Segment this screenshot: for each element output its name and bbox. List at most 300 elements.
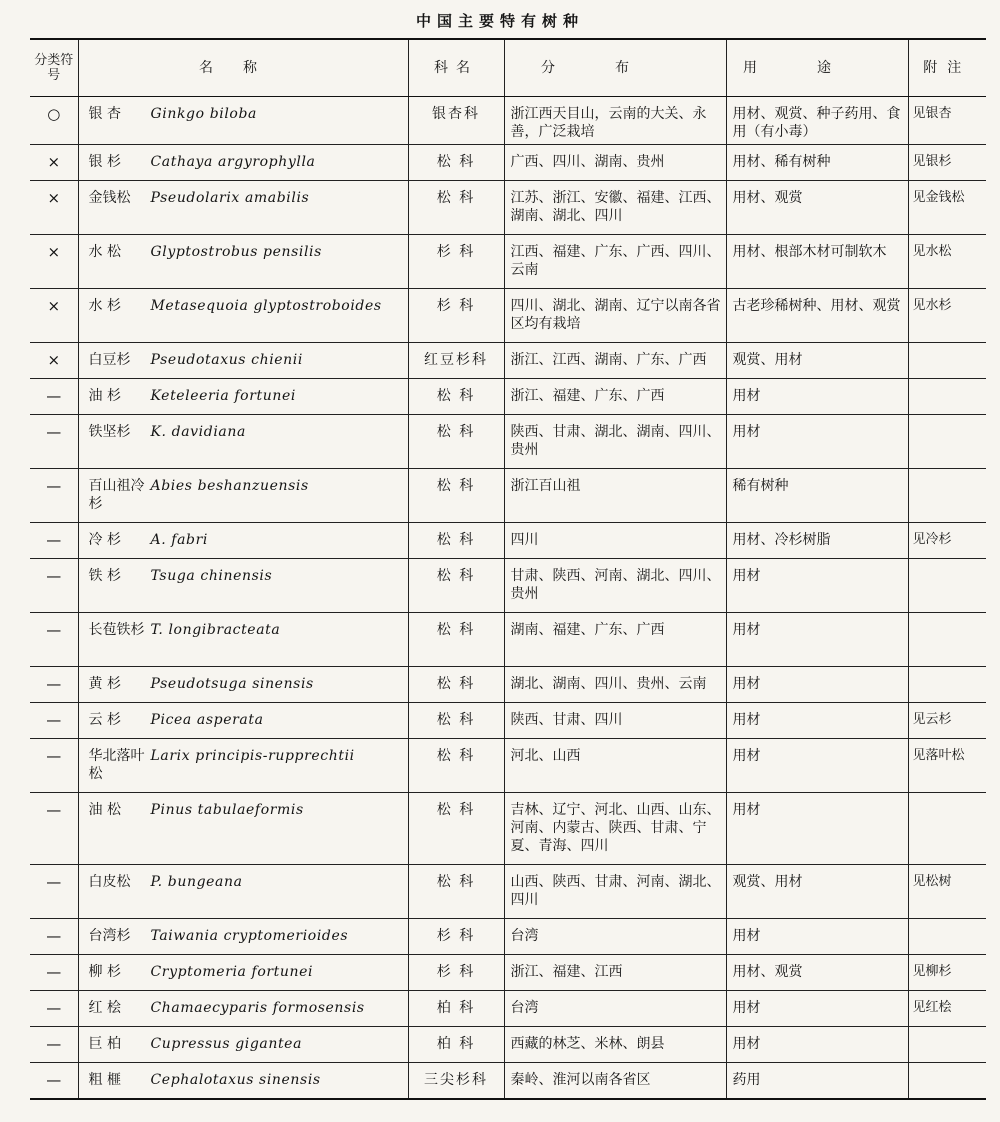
- cell-code: [30, 919, 78, 955]
- cell-distribution: [504, 559, 726, 613]
- cell-note: [908, 469, 986, 523]
- cell-use: [726, 793, 908, 865]
- code-symbol: —: [46, 477, 62, 495]
- cell-use: [726, 469, 908, 523]
- cell-note: [908, 145, 986, 181]
- cell-name: [78, 613, 408, 667]
- cell-code: [30, 1063, 78, 1099]
- note-text: 见松树: [912, 874, 952, 889]
- table-row: [30, 955, 986, 991]
- cell-use: [726, 1063, 908, 1099]
- chinese-name: 白皮松: [88, 874, 131, 890]
- cell-family: [408, 703, 504, 739]
- chinese-name: 粗 榧: [88, 1072, 121, 1088]
- header-use: [726, 39, 908, 97]
- cell-note: [908, 559, 986, 613]
- use-text: 用材、观赏: [732, 190, 803, 206]
- cell-note: [908, 865, 986, 919]
- cell-name: [78, 955, 408, 991]
- cell-family: [408, 991, 504, 1027]
- table-row: [30, 919, 986, 955]
- code-symbol: —: [46, 711, 62, 729]
- chinese-name: 铁 杉: [88, 568, 121, 584]
- cell-family: [408, 955, 504, 991]
- family-name: 松 科: [436, 154, 476, 170]
- chinese-name: 银 杉: [88, 154, 121, 170]
- cell-code: [30, 703, 78, 739]
- cell-distribution: [504, 991, 726, 1027]
- latin-name: Tsuga chinensis: [150, 568, 273, 584]
- cell-distribution: [504, 145, 726, 181]
- distribution-text: 台湾: [510, 1000, 539, 1016]
- distribution-text: 湖南、福建、广东、广西: [510, 622, 665, 638]
- use-text: 用材: [732, 676, 761, 692]
- family-name: 松 科: [436, 388, 476, 404]
- cell-name: [78, 235, 408, 289]
- distribution-text: 秦岭、淮河以南各省区: [510, 1072, 651, 1088]
- cell-name: [78, 559, 408, 613]
- cell-distribution: [504, 613, 726, 667]
- chinese-name: 白豆杉: [88, 352, 131, 368]
- code-symbol: —: [46, 387, 62, 405]
- distribution-text: 台湾: [510, 928, 539, 944]
- chinese-name: 柳 杉: [88, 964, 121, 980]
- cell-distribution: [504, 97, 726, 145]
- page-title: 中国主要特有树种: [415, 12, 584, 30]
- code-symbol: —: [46, 873, 62, 891]
- cell-code: [30, 739, 78, 793]
- family-name: 松 科: [436, 676, 476, 692]
- distribution-text: 浙江百山祖: [510, 478, 581, 494]
- cell-use: [726, 955, 908, 991]
- chinese-name: 金钱松: [88, 190, 131, 206]
- note-text: 见银杏: [912, 106, 952, 121]
- use-text: 用材、观赏: [732, 964, 803, 980]
- chinese-name: 油 松: [88, 802, 121, 818]
- header-use-label: 用途: [743, 60, 891, 76]
- cell-note: [908, 379, 986, 415]
- table-row: [30, 613, 986, 667]
- chinese-name: 油 杉: [88, 388, 121, 404]
- cell-use: [726, 289, 908, 343]
- code-symbol: —: [46, 999, 62, 1017]
- use-text: 药用: [732, 1072, 761, 1088]
- distribution-text: 陕西、甘肃、湖北、湖南、四川、贵州: [510, 424, 721, 458]
- cell-note: [908, 793, 986, 865]
- cell-note: [908, 667, 986, 703]
- family-name: 松 科: [436, 874, 476, 890]
- chinese-name: 铁坚杉: [88, 424, 131, 440]
- cell-name: [78, 1063, 408, 1099]
- cell-code: [30, 379, 78, 415]
- cell-family: [408, 235, 504, 289]
- cell-code: [30, 523, 78, 559]
- cell-code: [30, 289, 78, 343]
- cell-distribution: [504, 955, 726, 991]
- cell-name: [78, 181, 408, 235]
- latin-name: Abies beshanzuensis: [150, 478, 309, 494]
- note-text: 见冷杉: [912, 532, 952, 547]
- use-text: 用材: [732, 622, 761, 638]
- family-name: 松 科: [436, 190, 476, 206]
- family-name: 红豆杉科: [424, 352, 488, 368]
- table-row: [30, 379, 986, 415]
- header-distribution-label: 分布: [541, 60, 689, 76]
- use-text: 稀有树种: [732, 478, 789, 494]
- distribution-text: 四川: [510, 532, 539, 548]
- latin-name: Metasequoia glyptostroboides: [150, 298, 382, 314]
- chinese-name: 银 杏: [88, 106, 121, 122]
- species-table: [30, 38, 986, 1100]
- latin-name: Cathaya argyrophylla: [150, 154, 316, 170]
- code-symbol: —: [46, 423, 62, 441]
- cell-distribution: [504, 469, 726, 523]
- family-name: 松 科: [436, 424, 476, 440]
- use-text: 观赏、用材: [732, 874, 803, 890]
- latin-name: K. davidiana: [150, 424, 246, 440]
- cell-family: [408, 559, 504, 613]
- cell-note: [908, 1027, 986, 1063]
- latin-name: Picea asperata: [150, 712, 264, 728]
- distribution-text: 广西、四川、湖南、贵州: [510, 154, 665, 170]
- table-row: [30, 865, 986, 919]
- cell-note: [908, 991, 986, 1027]
- cell-code: [30, 235, 78, 289]
- cell-code: [30, 667, 78, 703]
- distribution-text: 浙江西天目山，云南的大关、永善，广泛栽培: [510, 106, 707, 140]
- table-row: [30, 343, 986, 379]
- chinese-name: 百山祖冷杉: [88, 478, 145, 512]
- cell-note: [908, 289, 986, 343]
- distribution-text: 江苏、浙江、安徽、福建、江西、湖南、湖北、四川: [510, 190, 721, 224]
- table-row: [30, 1027, 986, 1063]
- cell-name: [78, 379, 408, 415]
- cell-note: [908, 181, 986, 235]
- cell-code: [30, 559, 78, 613]
- cell-name: [78, 145, 408, 181]
- cell-name: [78, 739, 408, 793]
- cell-note: [908, 739, 986, 793]
- use-text: 用材: [732, 928, 761, 944]
- note-text: 见金钱松: [912, 190, 965, 205]
- chinese-name: 台湾杉: [88, 928, 131, 944]
- note-text: 见云杉: [912, 712, 952, 727]
- latin-name: Cephalotaxus sinensis: [150, 1072, 321, 1088]
- distribution-text: 江西、福建、广东、广西、四川、云南: [510, 244, 721, 278]
- table-row: [30, 181, 986, 235]
- distribution-text: 陕西、甘肃、四川: [510, 712, 623, 728]
- cell-distribution: [504, 1027, 726, 1063]
- cell-name: [78, 865, 408, 919]
- note-text: 见柳杉: [912, 964, 952, 979]
- code-symbol: —: [46, 963, 62, 981]
- family-name: 松 科: [436, 622, 476, 638]
- chinese-name: 云 杉: [88, 712, 121, 728]
- cell-use: [726, 343, 908, 379]
- cell-use: [726, 523, 908, 559]
- cell-family: [408, 415, 504, 469]
- cell-distribution: [504, 379, 726, 415]
- cell-code: [30, 613, 78, 667]
- cell-code: [30, 415, 78, 469]
- cell-code: [30, 865, 78, 919]
- cell-distribution: [504, 523, 726, 559]
- cell-family: [408, 919, 504, 955]
- family-name: 三尖杉科: [424, 1072, 488, 1088]
- code-symbol: —: [46, 1035, 62, 1053]
- cell-name: [78, 289, 408, 343]
- cell-name: [78, 991, 408, 1027]
- cell-note: [908, 235, 986, 289]
- latin-name: P. bungeana: [150, 874, 243, 890]
- cell-name: [78, 343, 408, 379]
- chinese-name: 巨 柏: [88, 1036, 121, 1052]
- header-family-label: 科名: [434, 60, 478, 76]
- cell-use: [726, 667, 908, 703]
- use-text: 用材: [732, 1000, 761, 1016]
- chinese-name: 红 桧: [88, 1000, 121, 1016]
- cell-family: [408, 145, 504, 181]
- latin-name: Larix principis-rupprechtii: [150, 748, 355, 764]
- family-name: 松 科: [436, 568, 476, 584]
- code-symbol: —: [46, 675, 62, 693]
- cell-note: [908, 343, 986, 379]
- table-row: [30, 667, 986, 703]
- header-note-label: 附注: [923, 60, 972, 76]
- use-text: 用材: [732, 388, 761, 404]
- latin-name: T. longibracteata: [150, 622, 281, 638]
- latin-name: Pinus tabulaeformis: [150, 802, 304, 818]
- table-row: [30, 97, 986, 145]
- code-symbol: ×: [47, 351, 61, 369]
- code-symbol: —: [46, 747, 62, 765]
- header-family: [408, 39, 504, 97]
- chinese-name: 水 杉: [88, 298, 121, 314]
- cell-family: [408, 469, 504, 523]
- cell-use: [726, 919, 908, 955]
- cell-use: [726, 559, 908, 613]
- cell-use: [726, 235, 908, 289]
- family-name: 柏 科: [436, 1036, 476, 1052]
- cell-use: [726, 379, 908, 415]
- cell-family: [408, 181, 504, 235]
- code-symbol: ×: [47, 297, 61, 315]
- cell-family: [408, 289, 504, 343]
- cell-name: [78, 919, 408, 955]
- distribution-text: 四川、湖北、湖南、辽宁以南各省区均有栽培: [510, 298, 721, 332]
- cell-code: [30, 991, 78, 1027]
- note-text: 见落叶松: [912, 748, 965, 763]
- cell-code: [30, 343, 78, 379]
- cell-distribution: [504, 235, 726, 289]
- chinese-name: 黄 杉: [88, 676, 121, 692]
- cell-use: [726, 991, 908, 1027]
- use-text: 用材: [732, 802, 761, 818]
- table-header-row: [30, 39, 986, 97]
- cell-note: [908, 955, 986, 991]
- use-text: 用材、根部木材可制软木: [732, 244, 887, 260]
- distribution-text: 浙江、福建、江西: [510, 964, 623, 980]
- distribution-text: 甘肃、陕西、河南、湖北、四川、贵州: [510, 568, 721, 602]
- cell-use: [726, 739, 908, 793]
- table-row: [30, 739, 986, 793]
- cell-distribution: [504, 343, 726, 379]
- cell-family: [408, 739, 504, 793]
- cell-note: [908, 613, 986, 667]
- header-code: 分类符号: [30, 39, 78, 97]
- code-symbol: —: [46, 621, 62, 639]
- latin-name: Cupressus gigantea: [150, 1036, 303, 1052]
- cell-family: [408, 1063, 504, 1099]
- header-name-label: 名称: [199, 60, 287, 76]
- table-row: [30, 559, 986, 613]
- cell-code: [30, 469, 78, 523]
- chinese-name: 华北落叶松: [88, 748, 145, 782]
- cell-name: [78, 523, 408, 559]
- cell-distribution: [504, 739, 726, 793]
- code-symbol: ○: [47, 105, 61, 123]
- cell-note: [908, 97, 986, 145]
- table-row: [30, 235, 986, 289]
- cell-name: [78, 793, 408, 865]
- use-text: 观赏、用材: [732, 352, 803, 368]
- cell-note: [908, 523, 986, 559]
- latin-name: Pseudotaxus chienii: [150, 352, 303, 368]
- family-name: 杉 科: [436, 298, 476, 314]
- cell-name: [78, 667, 408, 703]
- cell-distribution: [504, 1063, 726, 1099]
- code-symbol: ×: [47, 189, 61, 207]
- cell-family: [408, 793, 504, 865]
- cell-name: [78, 703, 408, 739]
- family-name: 杉 科: [436, 244, 476, 260]
- family-name: 银杏科: [432, 106, 480, 122]
- cell-code: [30, 793, 78, 865]
- cell-distribution: [504, 919, 726, 955]
- cell-note: [908, 1063, 986, 1099]
- cell-distribution: [504, 793, 726, 865]
- code-symbol: —: [46, 1071, 62, 1089]
- cell-distribution: [504, 667, 726, 703]
- family-name: 松 科: [436, 712, 476, 728]
- distribution-text: 吉林、辽宁、河北、山西、山东、河南、内蒙古、陕西、甘肃、宁夏、青海、四川: [510, 802, 721, 854]
- cell-name: [78, 1027, 408, 1063]
- distribution-text: 湖北、湖南、四川、贵州、云南: [510, 676, 707, 692]
- cell-name: [78, 469, 408, 523]
- note-text: 见水杉: [912, 298, 952, 313]
- chinese-name: 长苞铁杉: [88, 622, 145, 638]
- use-text: 用材: [732, 424, 761, 440]
- family-name: 柏 科: [436, 1000, 476, 1016]
- use-text: 用材: [732, 568, 761, 584]
- header-distribution: [504, 39, 726, 97]
- cell-code: [30, 97, 78, 145]
- cell-name: [78, 97, 408, 145]
- cell-use: [726, 145, 908, 181]
- header-name: [78, 39, 408, 97]
- note-text: 见银杉: [912, 154, 952, 169]
- cell-use: [726, 865, 908, 919]
- family-name: 松 科: [436, 532, 476, 548]
- code-symbol: —: [46, 927, 62, 945]
- table-row: [30, 469, 986, 523]
- latin-name: Keteleeria fortunei: [150, 388, 296, 404]
- cell-family: [408, 865, 504, 919]
- latin-name: A. fabri: [150, 532, 208, 548]
- family-name: 松 科: [436, 802, 476, 818]
- family-name: 杉 科: [436, 928, 476, 944]
- cell-distribution: [504, 289, 726, 343]
- distribution-text: 西藏的林芝、米林、朗县: [510, 1036, 665, 1052]
- cell-use: [726, 1027, 908, 1063]
- table-row: [30, 523, 986, 559]
- latin-name: Pseudolarix amabilis: [150, 190, 310, 206]
- code-symbol: ×: [47, 153, 61, 171]
- code-symbol: —: [46, 567, 62, 585]
- chinese-name: 水 松: [88, 244, 121, 260]
- family-name: 松 科: [436, 478, 476, 494]
- cell-distribution: [504, 865, 726, 919]
- latin-name: Pseudotsuga sinensis: [150, 676, 314, 692]
- code-symbol: ×: [47, 243, 61, 261]
- use-text: 用材: [732, 1036, 761, 1052]
- table-row: [30, 415, 986, 469]
- code-symbol: —: [46, 531, 62, 549]
- use-text: 用材: [732, 712, 761, 728]
- cell-use: [726, 613, 908, 667]
- cell-note: [908, 415, 986, 469]
- latin-name: Cryptomeria fortunei: [150, 964, 314, 980]
- cell-distribution: [504, 181, 726, 235]
- cell-note: [908, 703, 986, 739]
- code-symbol: —: [46, 801, 62, 819]
- cell-family: [408, 1027, 504, 1063]
- table-row: [30, 1063, 986, 1099]
- latin-name: Glyptostrobus pensilis: [150, 244, 322, 260]
- cell-family: [408, 343, 504, 379]
- cell-family: [408, 613, 504, 667]
- cell-use: [726, 181, 908, 235]
- table-row: [30, 289, 986, 343]
- distribution-text: 河北、山西: [510, 748, 581, 764]
- use-text: 用材、冷杉树脂: [732, 532, 831, 548]
- cell-use: [726, 703, 908, 739]
- cell-code: [30, 955, 78, 991]
- cell-distribution: [504, 703, 726, 739]
- family-name: 杉 科: [436, 964, 476, 980]
- cell-family: [408, 523, 504, 559]
- cell-family: [408, 97, 504, 145]
- use-text: 古老珍稀树种、用材、观赏: [732, 298, 901, 314]
- cell-code: [30, 181, 78, 235]
- chinese-name: 冷 杉: [88, 532, 121, 548]
- table-body: [30, 97, 986, 1099]
- family-name: 松 科: [436, 748, 476, 764]
- use-text: 用材、稀有树种: [732, 154, 831, 170]
- header-note: [908, 39, 986, 97]
- latin-name: Ginkgo biloba: [150, 106, 257, 122]
- cell-distribution: [504, 415, 726, 469]
- distribution-text: 浙江、福建、广东、广西: [510, 388, 665, 404]
- cell-code: [30, 145, 78, 181]
- use-text: 用材、观赏、种子药用、食用（有小毒）: [732, 106, 901, 140]
- latin-name: Chamaecyparis formosensis: [150, 1000, 365, 1016]
- note-text: 见红桧: [912, 1000, 952, 1015]
- cell-family: [408, 667, 504, 703]
- cell-use: [726, 97, 908, 145]
- table-row: [30, 703, 986, 739]
- distribution-text: 山西、陕西、甘肃、河南、湖北、四川: [510, 874, 721, 908]
